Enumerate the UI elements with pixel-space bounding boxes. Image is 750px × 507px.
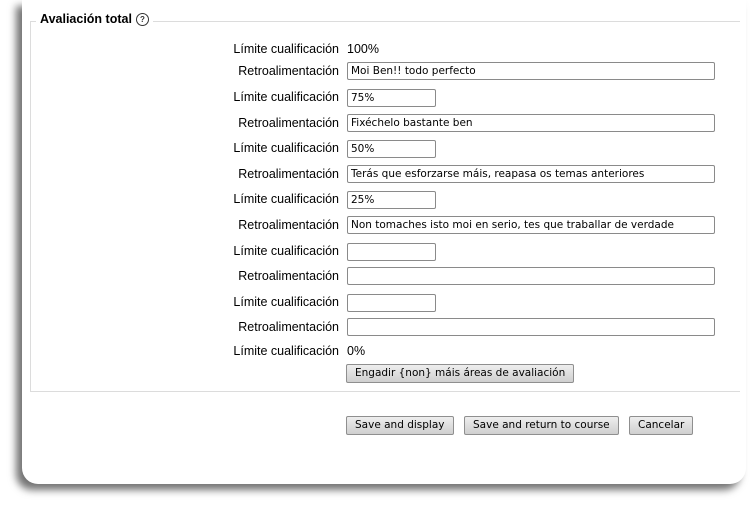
feedback-text-input[interactable]: [347, 267, 715, 285]
feedback-row: [0, 318, 750, 340]
add-more-fields-button[interactable]: Engadir {non} máis áreas de avaliación: [346, 364, 574, 383]
feedback-row: [0, 114, 750, 136]
boundary-label: Límite cualificación: [233, 244, 339, 258]
boundary-label: Límite cualificación: [233, 90, 339, 104]
feedback-row: [0, 62, 750, 84]
boundary-label: Límite cualificación: [233, 141, 339, 155]
cancel-button[interactable]: Cancelar: [629, 416, 693, 435]
feedback-row: [0, 165, 750, 187]
question-help-icon[interactable]: ?: [136, 13, 149, 26]
feedback-row: [0, 216, 750, 238]
boundary-input[interactable]: 50%: [347, 140, 436, 158]
boundary-row: [0, 293, 750, 315]
boundary-value: 0%: [347, 344, 366, 358]
boundary-row: [0, 88, 750, 110]
feedback-text-input[interactable]: Fixéchelo bastante ben: [347, 114, 715, 132]
boundary-input[interactable]: [347, 243, 436, 261]
boundary-input[interactable]: 75%: [347, 89, 436, 107]
feedback-text-input[interactable]: Moi Ben!! todo perfecto: [347, 62, 715, 80]
boundary-label: Límite cualificación: [233, 192, 339, 206]
feedback-label: Retroalimentación: [238, 116, 339, 130]
boundary-input[interactable]: 25%: [347, 191, 436, 209]
boundary-label: Límite cualificación: [233, 295, 339, 309]
feedback-text-input[interactable]: [347, 318, 715, 336]
legend-title: Avaliación total: [40, 12, 132, 26]
feedback-label: Retroalimentación: [238, 64, 339, 78]
fieldset-legend: [36, 12, 153, 26]
feedback-label: Retroalimentación: [238, 218, 339, 232]
feedback-text-input[interactable]: Terás que esforzarse máis, reapasa os temas anteriores: [347, 165, 715, 183]
boundary-row: [0, 190, 750, 212]
boundary-row: [0, 242, 750, 264]
feedback-label: Retroalimentación: [238, 269, 339, 283]
save-and-return-button[interactable]: Save and return to course: [464, 416, 619, 435]
feedback-label: Retroalimentación: [238, 167, 339, 181]
boundary-row-top: [0, 40, 750, 62]
boundary-value: 100%: [347, 42, 379, 56]
boundary-label: Límite cualificación: [233, 42, 339, 56]
feedback-label: Retroalimentación: [238, 320, 339, 334]
boundary-row: [0, 139, 750, 161]
save-and-display-button[interactable]: Save and display: [346, 416, 454, 435]
boundary-input[interactable]: [347, 294, 436, 312]
feedback-text-input[interactable]: Non tomaches isto moi en serio, tes que traballar de verdade: [347, 216, 715, 234]
fieldset-border-bottom: [30, 391, 740, 392]
feedback-row: [0, 267, 750, 289]
boundary-label: Límite cualificación: [233, 344, 339, 358]
boundary-row-bottom: [0, 342, 750, 364]
